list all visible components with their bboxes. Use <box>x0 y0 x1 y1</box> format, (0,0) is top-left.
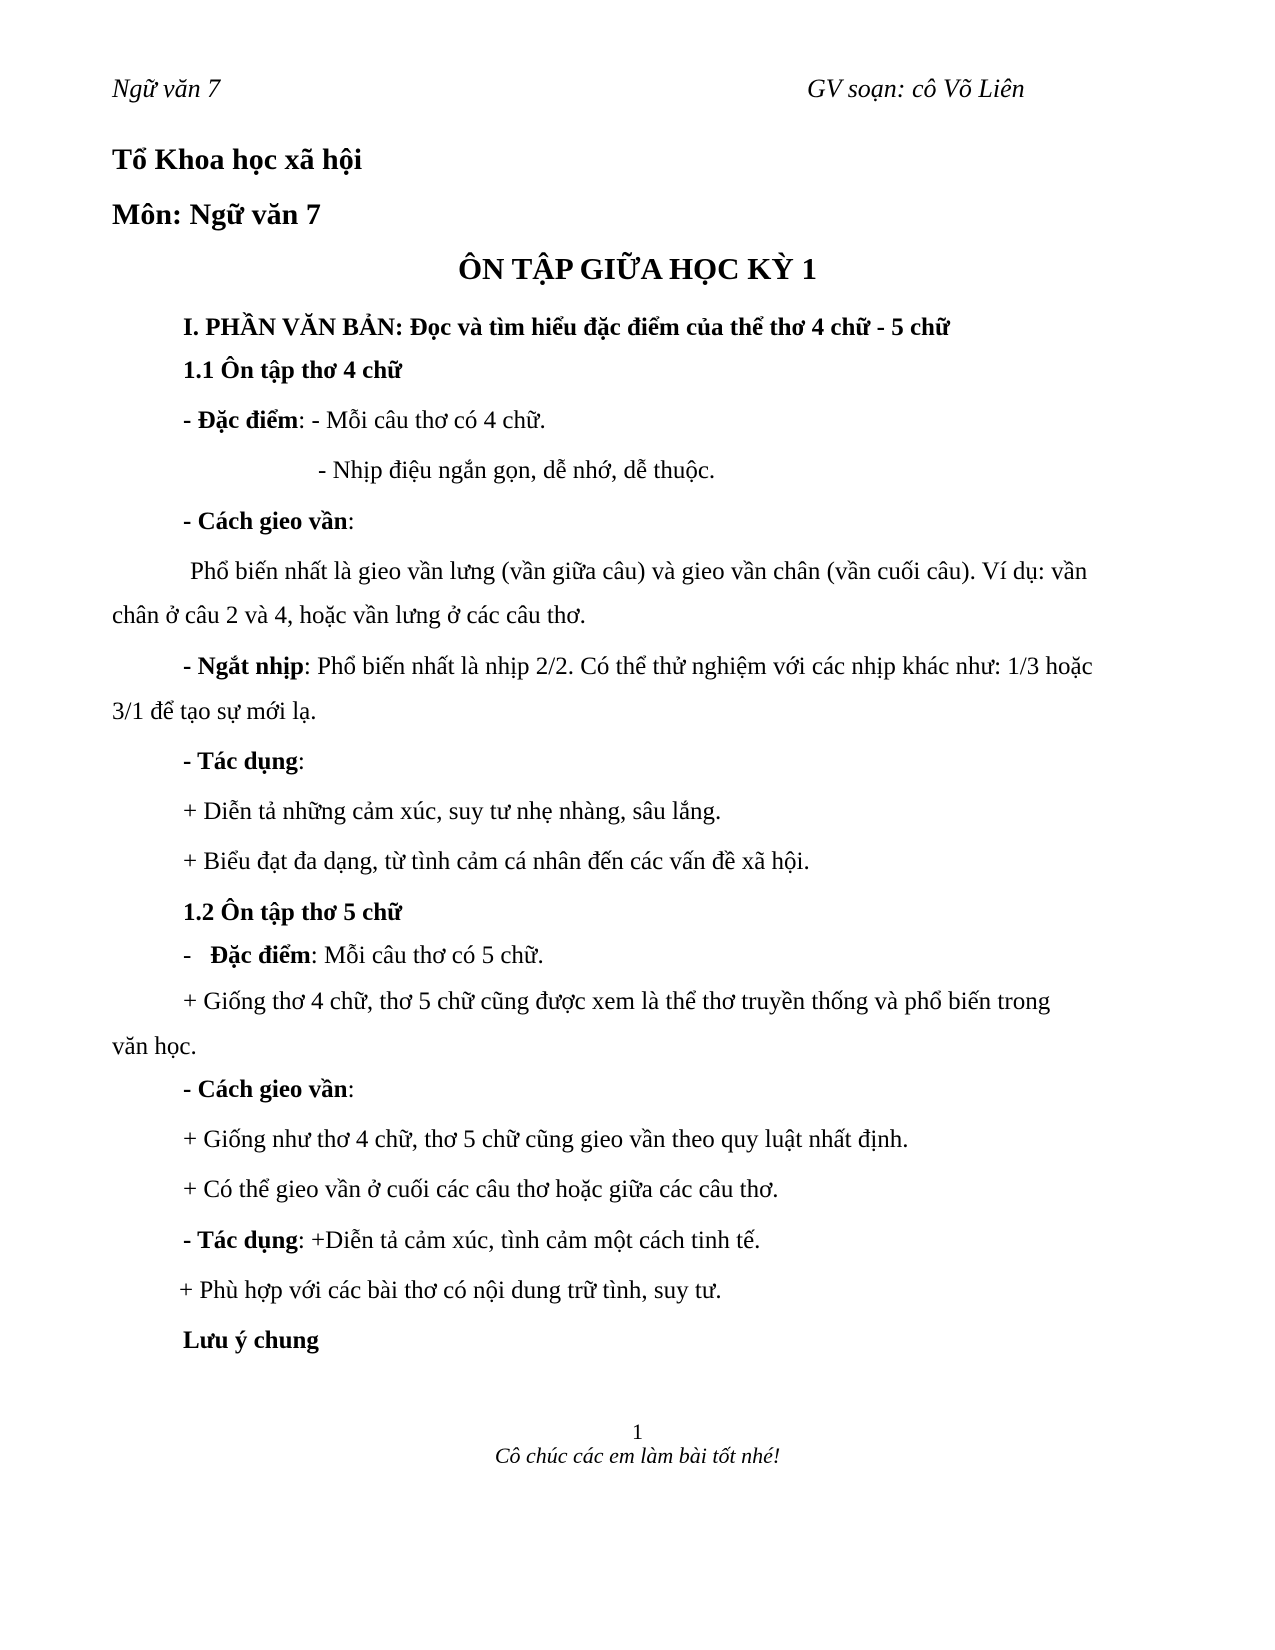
text-tac-dung-5-1: : +Diễn tả cảm xúc, tình cảm một cách tinh tế. <box>297 1227 761 1254</box>
paragraph-gieo-van-5 <box>183 1075 355 1105</box>
label-dac-diem-5: Đặc điểm <box>210 942 311 969</box>
subject-heading: Môn: Ngữ văn 7 <box>112 198 321 231</box>
label-dac-diem: - Đặc điểm <box>183 407 299 434</box>
paragraph-ngat-nhip <box>183 652 1093 682</box>
section-heading: I. PHẦN VĂN BẢN: Đọc và tìm hiểu đặc điểm của thể thơ 4 chữ - 5 chữ <box>183 314 950 341</box>
text-giong-2: văn học. <box>112 1033 197 1060</box>
text-dac-diem-5: : Mỗi câu thơ có 5 chữ. <box>310 942 544 969</box>
text-gieo-van-5-1: + Giống như thơ 4 chữ, thơ 5 chữ cũng gieo vần theo quy luật nhất định. <box>183 1126 909 1153</box>
text-gieo-van-1: Phổ biến nhất là gieo vần lưng (vần giữa câu) và gieo vần chân (vần cuối câu). Ví dụ: vần <box>190 558 1088 585</box>
gieo-van-colon: : <box>347 508 355 535</box>
department-heading: Tổ Khoa học xã hội <box>112 143 363 176</box>
label-tac-dung-5: - Tác dụng <box>183 1227 298 1254</box>
label-gieo-van-5: - Cách gieo vần <box>183 1076 348 1103</box>
text-giong-1: + Giống thơ 4 chữ, thơ 5 chữ cũng được xem là thể thơ truyền thống và phổ biến trong <box>183 988 1051 1015</box>
text-dac-diem-1: : - Mỗi câu thơ có 4 chữ. <box>298 407 546 434</box>
text-gieo-van-2: chân ở câu 2 và 4, hoặc vần lưng ở các câu thơ. <box>112 602 586 629</box>
dac-diem-5-prefix: - <box>183 942 211 969</box>
label-ngat-nhip: - Ngắt nhịp <box>183 653 304 680</box>
header-subject: Ngữ văn 7 <box>112 74 221 103</box>
subsection-heading-1-1: 1.1 Ôn tập thơ 4 chữ <box>183 357 403 384</box>
text-dac-diem-2: - Nhịp điệu ngắn gọn, dễ nhớ, dễ thuộc. <box>318 457 716 484</box>
footer-message: Cô chúc các em làm bài tốt nhé! <box>494 1443 781 1468</box>
header-teacher: GV soạn: cô Võ Liên <box>807 74 1025 103</box>
note-heading: Lưu ý chung <box>183 1327 319 1354</box>
text-tac-dung-5-2: + Phù hợp với các bài thơ có nội dung trữ tình, suy tư. <box>179 1277 722 1304</box>
paragraph-gieo-van <box>183 507 355 537</box>
page-number: 1 <box>632 1419 643 1444</box>
gieo-van-5-colon: : <box>347 1076 355 1103</box>
subsection-heading-1-2: 1.2 Ôn tập thơ 5 chữ <box>183 899 403 926</box>
text-tac-dung-1: + Diễn tả những cảm xúc, suy tư nhẹ nhàng, sâu lắng. <box>183 798 722 825</box>
tac-dung-colon: : <box>297 748 305 775</box>
paragraph-tac-dung-5 <box>183 1226 760 1256</box>
label-tac-dung: - Tác dụng <box>183 748 298 775</box>
page-title: ÔN TẬP GIỮA HỌC KỲ 1 <box>457 251 818 286</box>
text-gieo-van-5-2: + Có thể gieo vần ở cuối các câu thơ hoặc giữa các câu thơ. <box>183 1176 779 1203</box>
text-tac-dung-2: + Biểu đạt đa dạng, từ tình cảm cá nhân đến các vấn đề xã hội. <box>183 848 810 875</box>
paragraph-tac-dung <box>183 747 305 777</box>
paragraph-dac-diem <box>183 406 546 436</box>
label-gieo-van: - Cách gieo vần <box>183 508 348 535</box>
text-ngat-nhip-1: : Phổ biến nhất là nhịp 2/2. Có thể thử nghiệm với các nhịp khác như: 1/3 hoặc <box>303 653 1093 680</box>
paragraph-dac-diem-5 <box>183 941 544 971</box>
text-ngat-nhip-2: 3/1 để tạo sự mới lạ. <box>112 698 317 725</box>
